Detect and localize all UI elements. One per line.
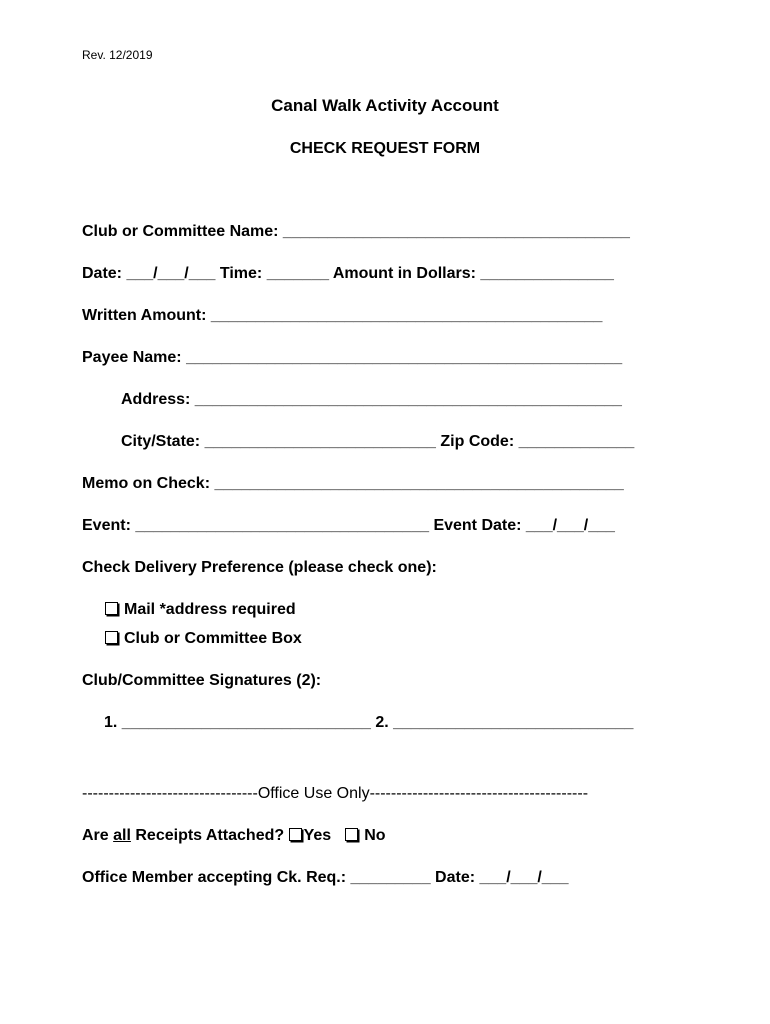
club-name-field[interactable]: Club or Committee Name: _______________________________________ xyxy=(82,223,630,240)
date-time-amount-row xyxy=(82,265,614,283)
city-zip-row xyxy=(121,433,634,451)
delivery-option-mail-label: Mail *address required xyxy=(124,601,296,618)
receipts-text-all: all xyxy=(113,827,131,844)
memo-field[interactable]: Memo on Check: ______________________________________________ xyxy=(82,475,624,492)
receipts-yes-label: Yes xyxy=(303,827,332,844)
event-row xyxy=(82,517,615,535)
checkbox-icon[interactable] xyxy=(345,828,358,841)
written-amount-field[interactable]: Written Amount: ____________________________________________ xyxy=(82,307,603,324)
office-use-divider: ---------------------------------Office Use Only----------------------------------------- xyxy=(82,785,589,802)
signature-line-1[interactable]: 1. ____________________________ xyxy=(104,714,376,731)
receipts-text-post: Receipts Attached? xyxy=(130,827,289,844)
address-field[interactable]: Address: ________________________________________________ xyxy=(121,391,622,408)
form-title: Canal Walk Activity Account xyxy=(271,96,499,115)
delivery-option-box-label: Club or Committee Box xyxy=(124,630,302,647)
receipts-text-pre: Are xyxy=(82,827,114,844)
checkbox-icon[interactable] xyxy=(105,602,118,615)
signatures-label: Club/Committee Signatures (2): xyxy=(82,672,322,689)
checkbox-icon[interactable] xyxy=(105,631,118,644)
receipts-row xyxy=(82,827,386,845)
zip-code-field[interactable]: Zip Code: _____________ xyxy=(440,433,635,450)
date-field[interactable]: Date: ___/___/___ xyxy=(82,265,220,282)
office-member-row xyxy=(82,869,568,887)
signatures-row xyxy=(104,714,633,732)
form-subtitle: CHECK REQUEST FORM xyxy=(289,140,481,157)
office-member-field[interactable]: Office Member accepting Ck. Req.: _________ xyxy=(82,869,436,886)
event-field[interactable]: Event: _________________________________ xyxy=(82,517,434,534)
signature-line-2[interactable]: 2. ___________________________ xyxy=(375,714,634,731)
city-state-field[interactable]: City/State: __________________________ xyxy=(121,433,441,450)
checkbox-icon[interactable] xyxy=(289,828,302,841)
payee-name-field[interactable]: Payee Name: _________________________________________________ xyxy=(82,349,623,366)
office-date-field[interactable]: Date: ___/___/___ xyxy=(435,869,569,886)
delivery-option-mail[interactable] xyxy=(105,601,296,619)
event-date-field[interactable]: Event Date: ___/___/___ xyxy=(433,517,615,534)
delivery-label: Check Delivery Preference (please check one): xyxy=(82,559,437,576)
time-field[interactable]: Time: _______ xyxy=(219,265,333,282)
delivery-option-box[interactable] xyxy=(105,630,302,648)
revision-label: Rev. 12/2019 xyxy=(82,48,153,62)
receipts-no-label: No xyxy=(364,827,386,844)
amount-field[interactable]: Amount in Dollars: _______________ xyxy=(332,265,614,282)
